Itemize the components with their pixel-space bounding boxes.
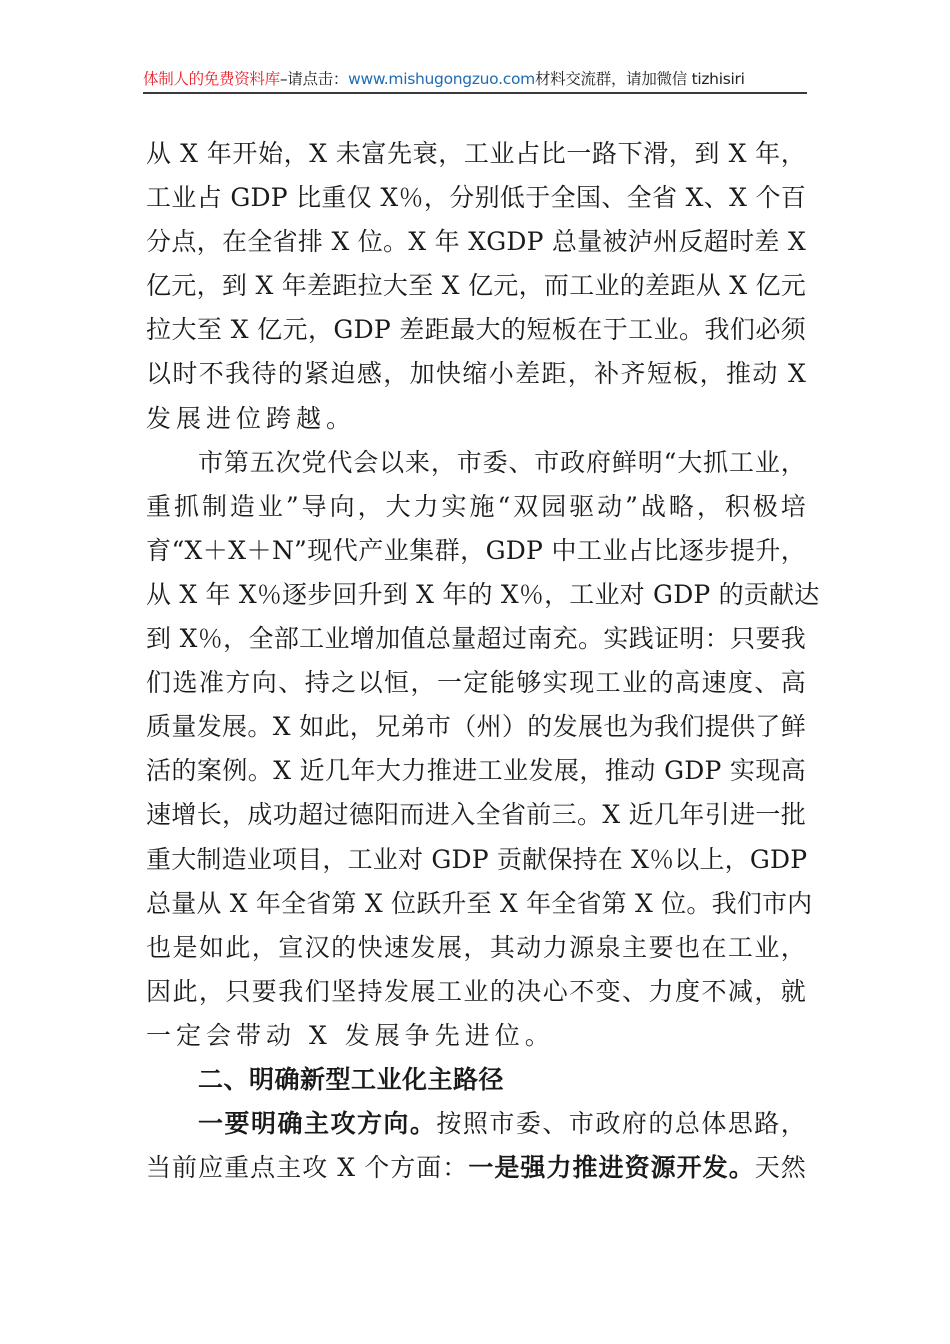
text-line: 因此，只要我们坚持发展工业的决心不变、力度不减，就: [146, 976, 806, 1006]
text-line: [146, 1102, 806, 1146]
text-line: 质量发展。X 如此，兄弟市（州）的发展也为我们提供了鲜: [146, 712, 806, 742]
header-brand: 体制人的免费资料库: [143, 70, 280, 88]
text-line: 重抓制造业”导向，大力实施“双园驱动”战略，积极培: [146, 491, 806, 521]
text-line: 以时不我待的紧迫感，加快缩小差距，补齐短板，推动 X: [146, 359, 806, 389]
text-line: 从 X 年开始，X 未富先衰，工业占比一路下滑，到 X 年，: [146, 139, 806, 168]
document-body: [146, 132, 820, 1190]
text-line: 拉大至 X 亿元，GDP 差距最大的短板在于工业。我们必须: [146, 315, 806, 345]
text-line: 总量从 X 年全省第 X 位跃升至 X 年全省第 X 位。我们市内: [146, 888, 813, 918]
page-header: [143, 66, 807, 94]
header-prompt: –请点击：: [279, 70, 349, 88]
text-line: [146, 1146, 806, 1190]
text-line: 发展进位跨越。: [146, 403, 357, 433]
paragraph-1: [146, 132, 806, 441]
text-line: 从 X 年 X％逐步回升到 X 年的 X％，工业对 GDP 的贡献达: [146, 579, 820, 609]
text-line: 一定会带动 X 发展争先进位。: [146, 1020, 555, 1050]
paragraph-2: [146, 441, 820, 1058]
text-line: 也是如此，宣汉的快速发展，其动力源泉主要也在工业，: [146, 932, 806, 962]
header-contact: 材料交流群，请加微信 tizhisiri: [534, 70, 745, 88]
section-heading: 二、明确新型工业化主路径: [198, 1064, 505, 1094]
text-line: 速增长，成功超过德阳而进入全省前三。X 近几年引进一批: [146, 800, 806, 830]
text-span: 按照市委、市政府的总体思路，: [436, 1109, 806, 1139]
point-title: 一是强力推进资源开发。: [468, 1153, 755, 1183]
text-line: 市第五次党代会以来，市委、市政府鲜明“大抓工业，: [198, 447, 806, 477]
paragraph-3: [146, 1102, 806, 1190]
header-link[interactable]: www.mishugongzuo.com: [348, 70, 535, 88]
text-line: 活的案例。X 近几年大力推进工业发展，推动 GDP 实现高: [146, 756, 806, 786]
text-line: 工业占 GDP 比重仅 X％，分别低于全国、全省 X、X 个百: [146, 183, 806, 213]
text-span: 当前应重点主攻 X 个方面：: [146, 1153, 469, 1183]
text-line: 到 X％，全部工业增加值总量超过南充。实践证明：只要我: [146, 624, 806, 654]
text-line: 亿元，到 X 年差距拉大至 X 亿元，而工业的差距从 X 亿元: [146, 271, 806, 301]
text-line: 们选准方向、持之以恒，一定能够实现工业的高速度、高: [146, 668, 806, 698]
text-line: 重大制造业项目，工业对 GDP 贡献保持在 X％以上，GDP: [146, 844, 808, 874]
text-line: 分点，在全省排 X 位。X 年 XGDP 总量被泸州反超时差 X: [146, 227, 806, 257]
text-span: 天然: [754, 1153, 807, 1183]
subsection-title: 一要明确主攻方向。: [198, 1109, 437, 1139]
text-line: 育“X＋X＋N”现代产业集群，GDP 中工业占比逐步提升，: [146, 535, 806, 565]
